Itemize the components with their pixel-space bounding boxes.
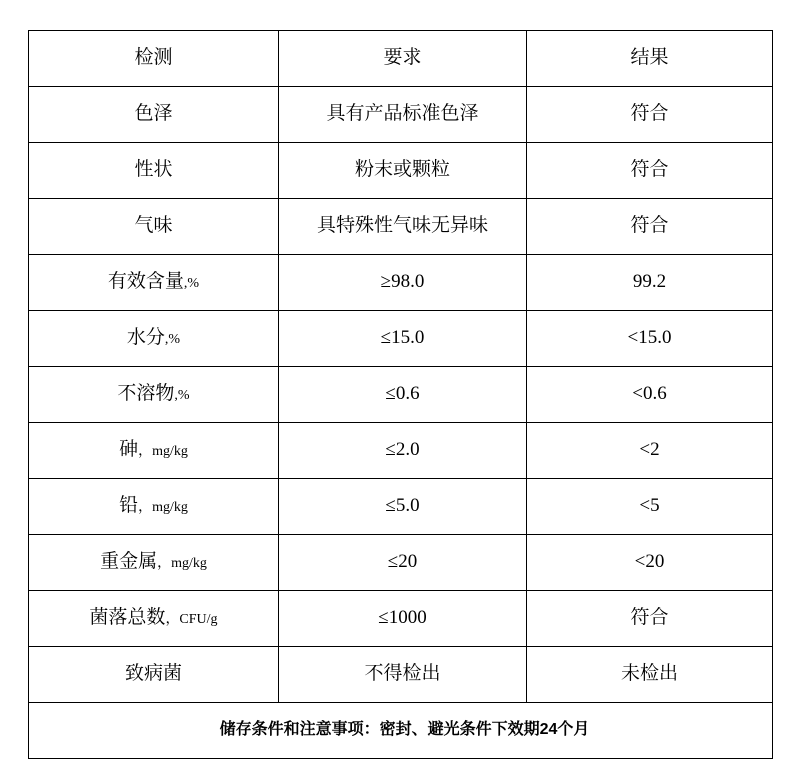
item-name: 有效含量 — [107, 271, 184, 293]
cell-result — [527, 199, 773, 255]
result-value: <2 — [639, 439, 660, 461]
result-value: 符合 — [630, 159, 669, 181]
item-name: 色泽 — [134, 103, 173, 125]
table-row — [29, 591, 773, 647]
cell-requirement — [279, 647, 527, 703]
item-name: 性状 — [134, 159, 173, 181]
table-row — [29, 255, 773, 311]
requirement-value: 具特殊性气味无异味 — [316, 215, 488, 237]
cell-result — [527, 479, 773, 535]
requirement-value: ≥98.0 — [380, 271, 425, 293]
result-value: 符合 — [630, 103, 669, 125]
result-value: <0.6 — [632, 383, 667, 405]
requirement-value: ≤0.6 — [385, 383, 420, 405]
cell-result — [527, 143, 773, 199]
result-value: 99.2 — [632, 271, 667, 293]
item-unit: ,% — [164, 332, 181, 348]
item-unit: ，CFU/g — [165, 612, 218, 628]
cell-requirement — [279, 87, 527, 143]
item-name: 砷 — [119, 439, 139, 461]
item-name: 菌落总数 — [89, 607, 166, 629]
table-row — [29, 367, 773, 423]
cell-item — [29, 535, 279, 591]
table-row — [29, 535, 773, 591]
cell-item — [29, 367, 279, 423]
result-value: 未检出 — [620, 663, 678, 685]
table-row — [29, 423, 773, 479]
column-header-item — [29, 31, 279, 87]
specification-table-container — [28, 30, 772, 759]
cell-result — [527, 647, 773, 703]
cell-item — [29, 647, 279, 703]
specification-table — [28, 30, 773, 759]
cell-result — [527, 535, 773, 591]
item-name: 重金属 — [100, 551, 158, 573]
cell-requirement — [279, 423, 527, 479]
requirement-value: 粉末或颗粒 — [354, 159, 450, 181]
cell-result — [527, 87, 773, 143]
requirement-value: ≤1000 — [378, 607, 427, 629]
cell-item — [29, 143, 279, 199]
item-unit: ,% — [174, 388, 190, 404]
result-value: <5 — [639, 495, 660, 517]
cell-storage-note — [29, 703, 773, 759]
requirement-value: ≤5.0 — [385, 495, 420, 517]
cell-item — [29, 87, 279, 143]
cell-result — [527, 367, 773, 423]
result-value: 符合 — [630, 215, 669, 237]
cell-requirement — [279, 255, 527, 311]
requirement-value: ≤2.0 — [385, 439, 420, 461]
result-value: <15.0 — [627, 327, 672, 349]
cell-requirement — [279, 367, 527, 423]
cell-item — [29, 199, 279, 255]
cell-requirement — [279, 199, 527, 255]
column-header-requirement-label: 要求 — [383, 47, 422, 69]
item-name: 铅 — [119, 495, 139, 517]
cell-result — [527, 423, 773, 479]
result-value: <20 — [634, 551, 665, 573]
table-row — [29, 143, 773, 199]
cell-item — [29, 479, 279, 535]
requirement-value: 不得检出 — [364, 663, 441, 685]
column-header-requirement — [279, 31, 527, 87]
requirement-value: 具有产品标准色泽 — [326, 103, 479, 125]
cell-result — [527, 311, 773, 367]
table-header-row — [29, 31, 773, 87]
item-name: 气味 — [134, 215, 173, 237]
table-row — [29, 479, 773, 535]
item-unit: ，mg/kg — [157, 556, 207, 572]
column-header-result-label: 结果 — [630, 47, 669, 69]
storage-note-text: 储存条件和注意事项：密封、避光条件下效期24个月 — [219, 721, 590, 739]
cell-item — [29, 255, 279, 311]
column-header-item-label: 检测 — [134, 47, 173, 69]
table-row — [29, 311, 773, 367]
column-header-result — [527, 31, 773, 87]
cell-requirement — [279, 479, 527, 535]
item-name: 水分 — [126, 327, 165, 349]
table-note-row — [29, 703, 773, 759]
cell-item — [29, 591, 279, 647]
cell-item — [29, 423, 279, 479]
cell-requirement — [279, 591, 527, 647]
item-unit: ，mg/kg — [138, 444, 188, 460]
table-row — [29, 87, 773, 143]
cell-result — [527, 255, 773, 311]
requirement-value: ≤20 — [387, 551, 418, 573]
cell-result — [527, 591, 773, 647]
result-value: 符合 — [630, 607, 669, 629]
requirement-value: ≤15.0 — [380, 327, 425, 349]
item-name: 不溶物 — [117, 383, 175, 405]
cell-requirement — [279, 143, 527, 199]
cell-requirement — [279, 535, 527, 591]
table-row — [29, 647, 773, 703]
cell-requirement — [279, 311, 527, 367]
cell-item — [29, 311, 279, 367]
table-row — [29, 199, 773, 255]
item-name: 致病菌 — [124, 663, 182, 685]
item-unit: ,% — [183, 276, 200, 292]
item-unit: ，mg/kg — [138, 500, 188, 516]
